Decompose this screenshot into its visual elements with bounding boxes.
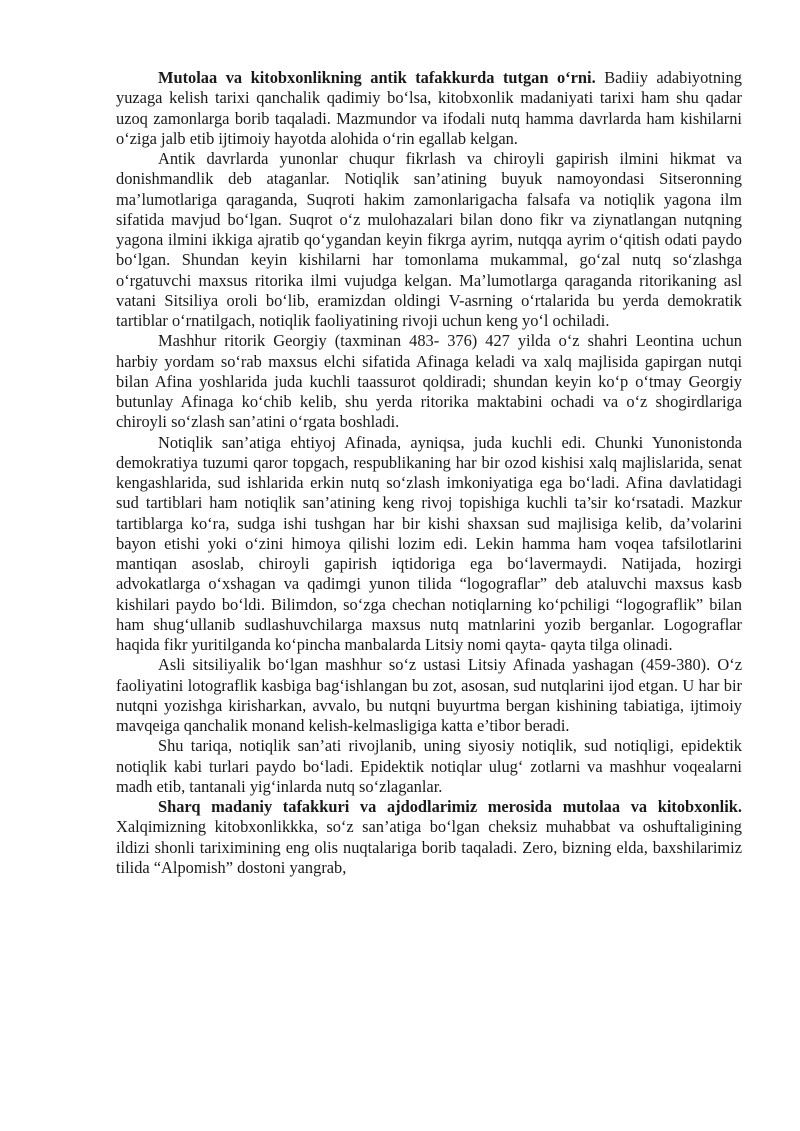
section-heading-antiquity: Mutolaa va kitobxonlikning antik tafakkurda tutgan o‘rni.	[158, 68, 596, 87]
document-page	[116, 68, 742, 878]
paragraph-7	[116, 797, 742, 878]
paragraph-6: Shu tariqa, notiqlik san’ati rivojlanib, uning siyosiy notiqlik, sud notiqligi, epidektik notiqlik kabi turlari paydo bo‘ladi. Epidektik notiqlar ulug‘ zotlarni va mashhur voqealarni madh etib, tantanali yig‘inlarda nutq so‘zlaganlar.	[116, 736, 742, 796]
paragraph-1	[116, 68, 742, 149]
paragraph-5: Asli sitsiliyalik bo‘lgan mashhur so‘z ustasi Litsiy Afinada yashagan (459-380). O‘z faoliyatini lotograflik kasbiga bag‘ishlangan bu zot, asosan, sud nutqlarini ijod etgan. U har bir nutqni yozishga kirisharkan, avvalo, bu nutqni buyurtma bergan kishining tabiatiga, ijtimoiy mavqeiga qanchalik monand kelish-kelmasligiga katta e’tibor beradi.	[116, 655, 742, 735]
paragraph-3: Mashhur ritorik Georgiy (taxminan 483- 376) 427 yilda o‘z shahri Leontina uchun harbiy yordam so‘rab maxsus elchi sifatida Afinaga keladi va xalq majlisida gapirgan nutqi bilan Afina yoshlarida juda kuchli taassurot qoldiradi; shundan keyin ko‘p o‘tmay Georgiy butunlay Afinaga ko‘chib kelib, shu yerda ritorika maktabini ochadi va o‘z shogirdlariga chiroyli so‘zlash san’atini o‘rgata boshladi.	[116, 331, 742, 432]
section-heading-east: Sharq madaniy tafakkuri va ajdodlarimiz merosida mutolaa va kitobxonlik.	[158, 797, 742, 816]
paragraph-1-text: Badiiy adabiyotning yuzaga kelish tarixi qanchalik qadimiy bo‘lsa, kitobxonlik madaniyati tarixi ham shu qadar uzoq zamonlarga borib taqaladi. Mazmundor va ifodali nutq hamma davrlarda ham kishilarni o‘ziga jalb etib ijtimoiy hayotda alohida o‘rin egallab kelgan.	[116, 68, 742, 148]
paragraph-2: Antik davrlarda yunonlar chuqur fikrlash va chiroyli gapirish ilmini hikmat va donishmandlik deb ataganlar. Notiqlik san’atining buyuk namoyondasi Sitseronning ma’lumotlariga qaraganda, Suqroti hakim zamonlarigacha falsafa va notiqlik yagona ilm sifatida mavjud bo‘lgan. Suqrot o‘z mulohazalari bilan dono fikr va ziynatlangan nutqning yagona ilmini ikkiga ajratib qo‘ygandan keyin fikrga ayrim, nutqqa ayrim o‘qitish odati paydo bo‘lgan. Shundan keyin kishilarni har tomonlama mukammal, go‘zal nutq so‘zlashga o‘rgatuvchi maxsus ritorika ilmi vujudga kelgan. Ma’lumotlarga qaraganda ritorikaning asl vatani Sitsiliya oroli bo‘lib, eramizdan oldingi V-asrning o‘rtalarida bu yerda demokratik tartiblar o‘rnatilgach, notiqlik faoliyatining rivoji uchun keng yo‘l ochiladi.	[116, 149, 742, 330]
paragraph-4: Notiqlik san’atiga ehtiyoj Afinada, ayniqsa, juda kuchli edi. Chunki Yunonistonda demokratiya tuzumi qaror topgach, respublikaning har bir ozod kishisi xalq majlislarida, senat kengashlarida, sud ishlarida erkin nutq so‘zlash imkoniyatiga ega bo‘ladi. Afina davlatidagi sud tartiblari ham notiqlik san’atining keng rivoj topishiga kuchli ta’sir ko‘rsatadi. Mazkur tartiblarga ko‘ra, sudga ishi tushgan har bir kishi shaxsan sud majlisiga kelib, da’volarini bayon etishi yoki o‘zini himoya qilishi lozim edi. Lekin hamma ham voqea tafsilotlarini mantiqan asoslab, chiroyli gapirish iqtidoriga ega bo‘lavermaydi. Natijada, hozirgi advokatlarga o‘xshagan va qadimgi yunon tilida “logograflar” deb ataluvchi maxsus kasb kishilari paydo bo‘ldi. Bilimdon, so‘zga chechan notiqlarning ko‘pchiligi “logograflik” bilan ham shug‘ullanib sudlashuvchilarga maxsus nutq matnlarini yozib berganlar. Logograflar haqida fikr yuritilganda ko‘pincha manbalarda Litsiy nomi qayta- qayta tilga olinadi.	[116, 432, 742, 654]
paragraph-7-text: Xalqimizning kitobxonlikkka, so‘z san’atiga bo‘lgan cheksiz muhabbat va oshuftaligining ildizi shonli tariximining eng olis nuqtalariga borib taqaladi. Zero, bizning elda, baxshilarimiz tilida “Alpomish” dostoni yangrab,	[116, 817, 742, 877]
